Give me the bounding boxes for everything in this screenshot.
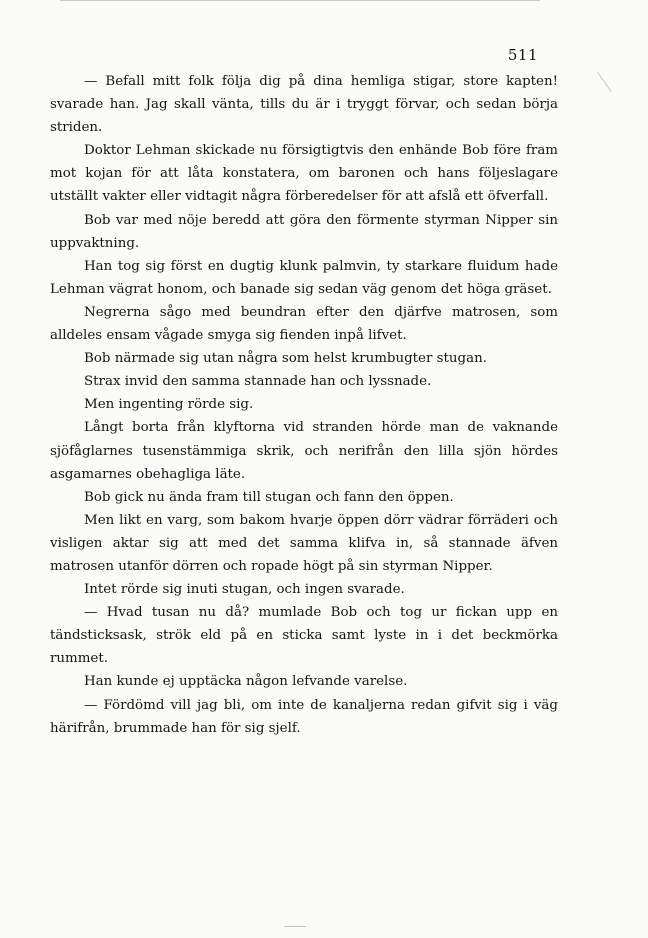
paragraph: Bob var med nöje beredd att göra den förmente styrman Nipper sin uppvaktning. — [50, 212, 558, 251]
paragraph: Men likt en varg, som bakom hvarje öppen dörr vädrar förräderi och visligen aktar sig att med det samma klifva in, så stannade äfven matrosen utanför dörren och ropade högt på sin styrman Nipper. — [50, 512, 558, 574]
paragraph: — Befall mitt folk följa dig på dina hemliga stigar, store kapten! svarade han. Jag skall vänta, tills du är i tryggt förvar, och sedan börja striden. — [50, 74, 558, 136]
paragraph: Negrerna sågo med beundran efter den djärfve matrosen, som alldeles ensam vågade smyga sig fienden inpå lifvet. — [50, 304, 558, 344]
paragraph: — Fördömd vill jag bli, om inte de kanaljerna redan gifvit sig i väg härifrån, brummade han för sig sjelf. — [50, 697, 558, 736]
paragraph: Doktor Lehman skickade nu försigtigtvis den enhände Bob före fram mot kojan för att låta konstatera, om baronen och hans följeslagare utställt vakter eller vidtagit några förberedelser för att afslå ett öfverfall. — [50, 143, 558, 205]
paragraph: Bob gick nu ända fram till stugan och fann den öppen. — [84, 489, 454, 505]
paragraph: Långt borta från klyftorna vid stranden hörde man de vaknande sjöfåglarnes tusenstämmiga skrik, och nerifrån den lilla sjön hördes asgamarnes obehagliga läte. — [50, 420, 558, 482]
paragraph: Strax invid den samma stannade han och lyssnade. — [84, 374, 432, 390]
page-number: 511 — [507, 46, 538, 64]
paragraph: Bob närmade sig utan några som helst krumbugter stugan. — [84, 351, 487, 367]
body-text — [50, 70, 558, 740]
paragraph: Intet rörde sig inuti stugan, och ingen svarade. — [84, 582, 405, 598]
scan-edge-mark — [60, 0, 540, 1]
paragraph: Han kunde ej upptäcka någon lefvande varelse. — [84, 674, 408, 690]
paragraph: Han tog sig först en dugtig klunk palmvin, ty starkare fluidum hade Lehman vägrat honom, och banade sig sedan väg genom det höga gräset. — [50, 258, 558, 297]
paragraph: — Hvad tusan nu då? mumlade Bob och tog ur fickan upp en tändsticksask, strök eld på en sticka samt lyste in i det beckmörka rummet. — [50, 605, 558, 667]
paragraph: Men ingenting rörde sig. — [84, 397, 254, 413]
scan-bottom-mark — [284, 926, 306, 927]
scan-specks — [597, 72, 612, 92]
